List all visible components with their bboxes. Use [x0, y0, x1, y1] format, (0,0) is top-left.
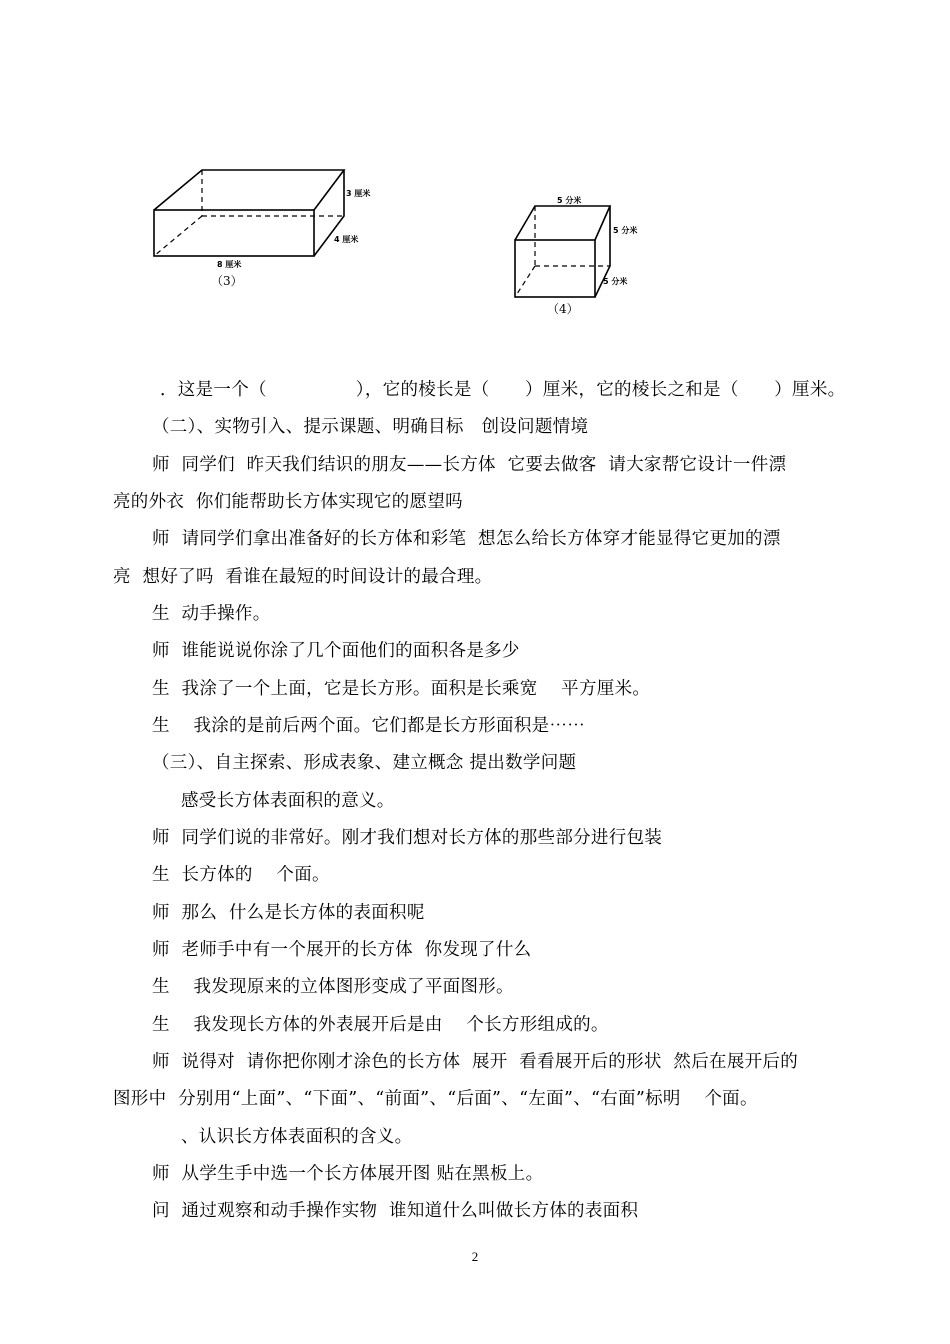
cube-figure-4 [505, 190, 655, 320]
page-number: 2 [471, 1249, 479, 1264]
side-label: 5 分米 [613, 226, 638, 235]
top-label: 5 分米 [557, 196, 582, 205]
text-line: 生 我发现长方体的外表展开后是由 个长方形组成的。 [152, 1015, 609, 1035]
text-line: 师 同学们 昨天我们结识的朋友——长方体 它要去做客 请大家帮它设计一件漂 [152, 455, 787, 475]
section-heading: （二）、实物引入、提示课题、明确目标 创设问题情境 [152, 417, 589, 437]
text-line: 生 我涂的是前后两个面。它们都是长方形面积是⋯⋯ [152, 716, 586, 736]
figure-caption-4: （4） [547, 302, 579, 316]
width-label: 4 厘米 [334, 235, 359, 244]
text-line: 问 通过观察和动手操作实物 谁知道什么叫做长方体的表面积 [152, 1201, 639, 1221]
text-line: 生 我涂了一个上面，它是长方形。面积是长乘宽 平方厘米。 [152, 679, 651, 699]
text-line: 师 老师手中有一个展开的长方体 你发现了什么 [152, 940, 532, 960]
length-label: 8 厘米 [217, 260, 242, 269]
text-line: 亮的外衣 你们能帮助长方体实现它的愿望吗 [113, 492, 463, 512]
text-line: 师 说得对 请你把你刚才涂色的长方体 展开 看看展开后的形状 然后在展开后的 [152, 1052, 799, 1072]
figure-caption-3: （3） [211, 274, 243, 288]
text-line: 、认识长方体表面积的含义。 [181, 1127, 413, 1147]
cuboid-3-front-face [154, 210, 314, 256]
text-line: 生 动手操作。 [152, 604, 271, 624]
height-label: 3 厘米 [346, 189, 371, 198]
text-line: 亮 想好了吗 看谁在最短的时间设计的最合理。 [113, 567, 493, 587]
cuboid-figure-3 [150, 160, 380, 295]
cube-top-face [515, 206, 610, 240]
text-line: 生 长方体的 个面。 [152, 865, 330, 885]
section-heading: （三）、自主探索、形成表象、建立概念 提出数学问题 [152, 753, 577, 773]
text-line: 师 从学生手中选一个长方体展开图 贴在黑板上。 [152, 1164, 544, 1184]
text-line: 图形中 分别用“上面”、“下面”、“前面”、“后面”、“左面”、“右面”标明 个面。 [113, 1089, 758, 1109]
cuboid-3-hidden-edges [154, 170, 344, 256]
text-line: ．这是一个（ ），它的棱长是（ ）厘米，它的棱长之和是（ ）厘米。 [160, 380, 846, 400]
text-line: 师 请同学们拿出准备好的长方体和彩笔 想怎么给长方体穿才能显得它更加的漂 [152, 529, 781, 549]
text-line: 师 那么 什么是长方体的表面积呢 [152, 903, 425, 923]
text-line: 师 谁能说说你涂了几个面他们的面积各是多少 [152, 641, 520, 661]
bottom-label: 5 分米 [603, 277, 628, 286]
text-line: 生 我发现原来的立体图形变成了平面图形。 [152, 977, 514, 997]
text-line: 感受长方体表面积的意义。 [181, 791, 395, 811]
cube-front-face [515, 240, 595, 297]
text-line: 师 同学们说的非常好。刚才我们想对长方体的那些部分进行包装 [152, 828, 663, 848]
cuboid-3-top-face [154, 170, 344, 210]
